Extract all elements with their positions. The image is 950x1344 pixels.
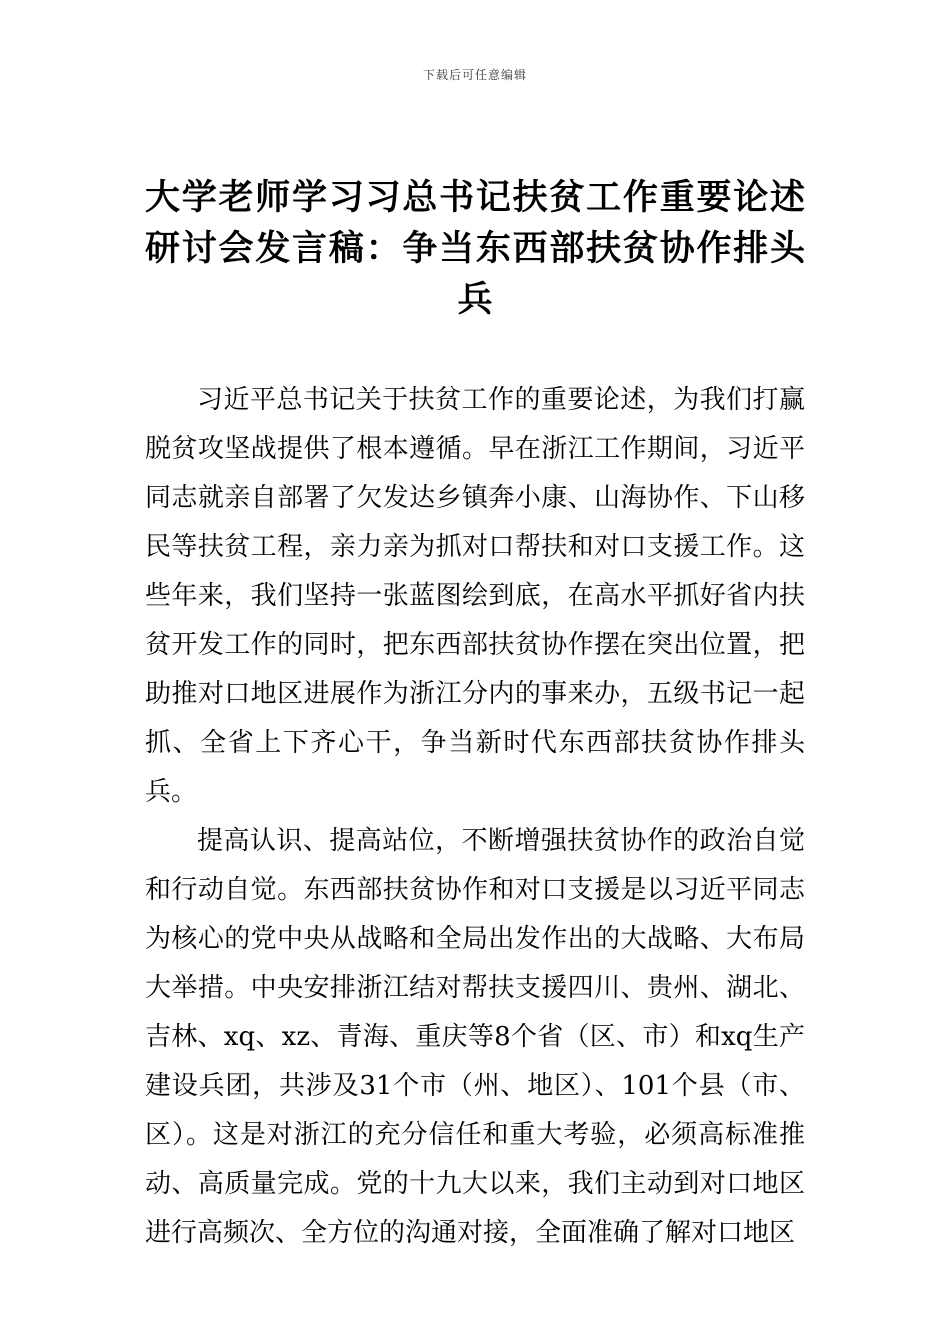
document-title: 大学老师学习习总书记扶贫工作重要论述研讨会发言稿：争当东西部扶贫协作排头兵 <box>145 177 805 320</box>
paragraph-2: 提高认识、提高站位，不断增强扶贫协作的政治自觉和行动自觉。东西部扶贫协作和对口支援是以习近平同志为核心的党中央从战略和全局出发作出的大战略、大布局大举措。中央安排浙江结对帮扶支援四川、贵州、湖北、吉林、xq、xz、青海、重庆等8个省（区、市）和xq生产建设兵团，共涉及31个市（州、地区）、101个县（市、区）。这是对浙江的充分信任和重大考验，必须高标准推动、高质量完成。党的十九大以来，我们主动到对口地区进行高频次、全方位的沟通对接，全面准确了解对口地区 <box>145 826 805 1248</box>
header-note: 下载后可任意编辑 <box>422 68 527 82</box>
document-body <box>145 376 805 1258</box>
paragraph-1: 习近平总书记关于扶贫工作的重要论述，为我们打赢脱贫攻坚战提供了根本遵循。早在浙江工作期间，习近平同志就亲自部署了欠发达乡镇奔小康、山海协作、下山移民等扶贫工程，亲力亲为抓对口帮扶和对口支援工作。这些年来，我们坚持一张蓝图绘到底，在高水平抓好省内扶贫开发工作的同时，把东西部扶贫协作摆在突出位置，把助推对口地区进展作为浙江分内的事来办，五级书记一起抓、全省上下齐心干，争当新时代东西部扶贫协作排头兵。 <box>145 385 805 807</box>
